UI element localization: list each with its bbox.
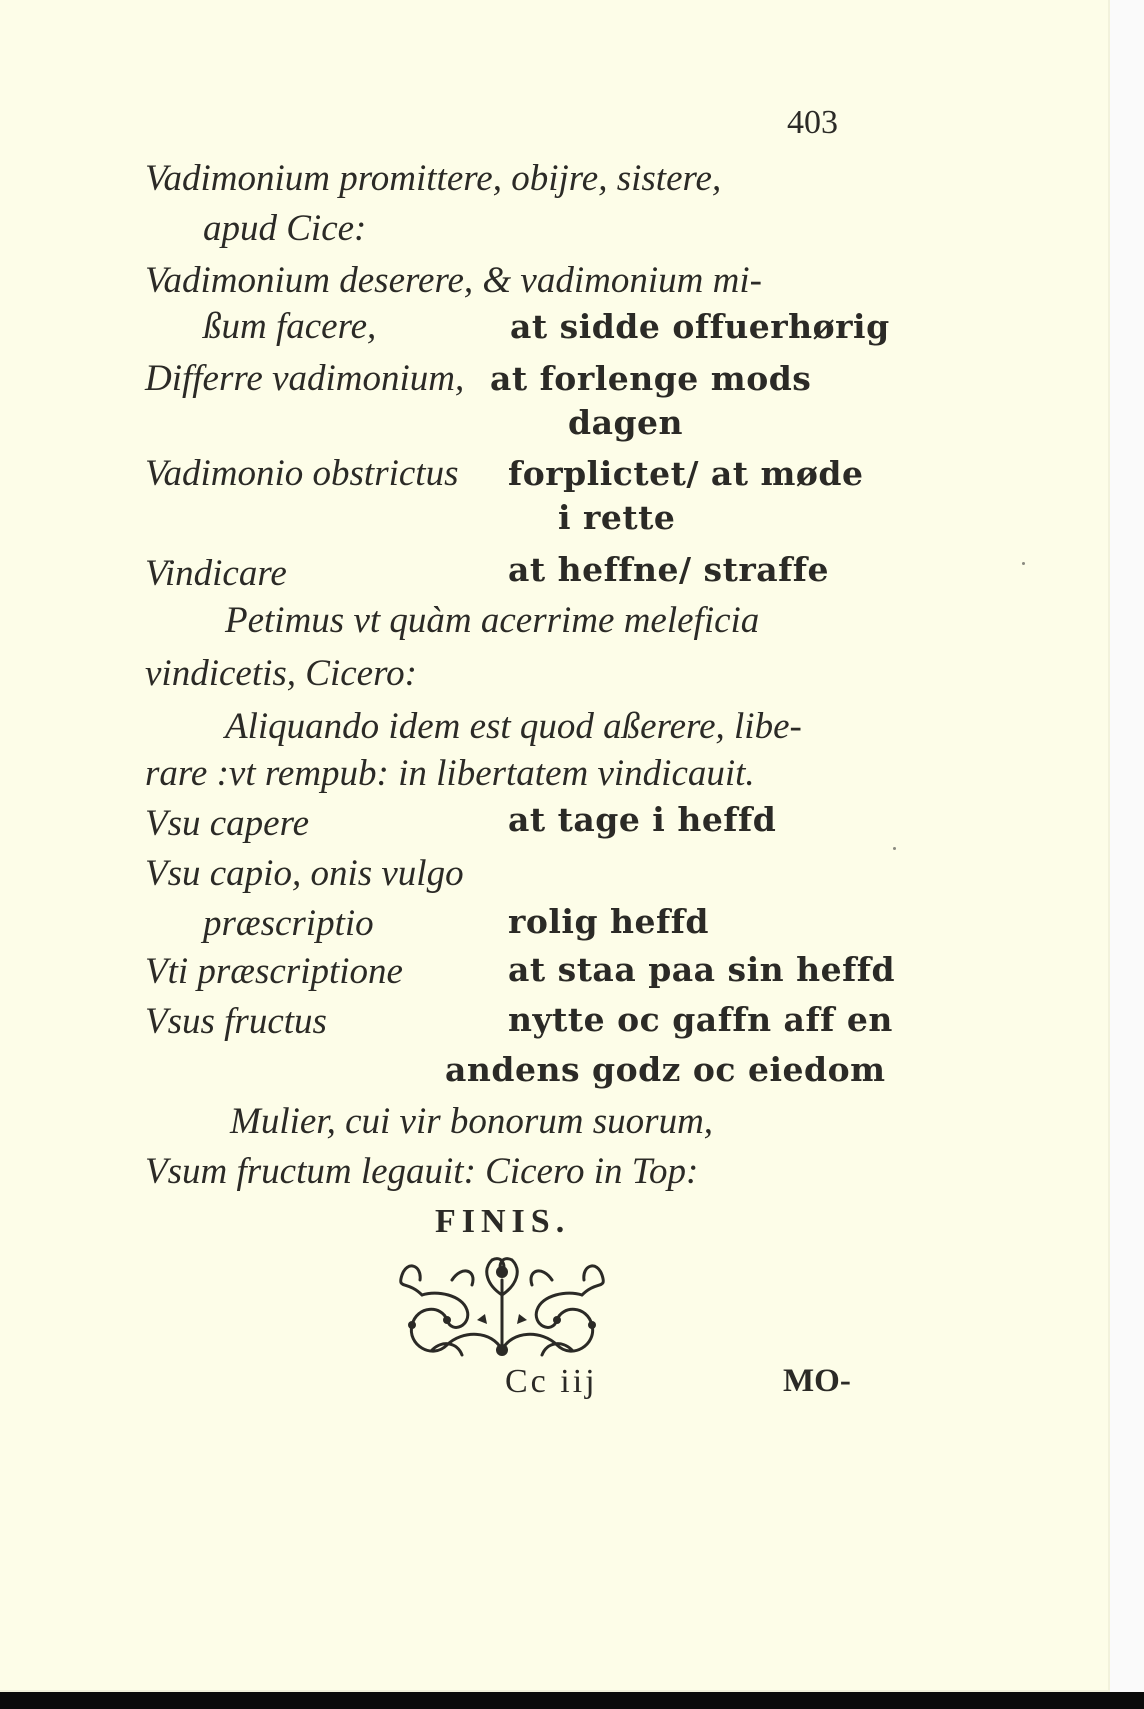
latin-term: Vsu capio, onis vulgo — [145, 853, 464, 894]
danish-gloss-continued: i rette — [558, 498, 676, 537]
signature-mark: Cc iij — [505, 1363, 598, 1400]
note-line: rare :vt rempub: in libertatem vindicauit. — [145, 753, 755, 794]
danish-gloss-continued: andens godz oc eiedom — [445, 1050, 886, 1089]
latin-term: Vsu capere — [145, 803, 310, 844]
latin-term: Vti præscriptione — [145, 951, 403, 992]
finis-heading: FINIS. — [435, 1203, 571, 1240]
latin-term: Vsus fructus — [145, 1001, 327, 1042]
danish-gloss: at staa paa sin heffd — [508, 950, 896, 989]
note-line: Aliquando idem est quod aßerere, libe- — [225, 706, 802, 747]
scan-margin — [1110, 0, 1144, 1692]
danish-gloss: at sidde offuerhørig — [510, 307, 890, 346]
entry-line-3: Vadimonium deserere, & vadimonium mi- — [145, 260, 762, 301]
citation-line: Mulier, cui vir bonorum suorum, — [230, 1101, 714, 1142]
latin-term: Differre vadimonium, — [145, 358, 465, 399]
entry-line-2: apud Cice: — [203, 208, 367, 249]
citation-line: Vsum fructum legauit: Cicero in Top: — [145, 1151, 699, 1192]
citation-line: vindicetis, Cicero: — [145, 653, 417, 694]
page-number: 403 — [787, 104, 838, 141]
paper-speck — [893, 847, 896, 850]
danish-gloss: rolig heffd — [508, 902, 709, 941]
danish-gloss: nytte oc gaffn aff en — [508, 1000, 893, 1039]
latin-term: Vadimonio obstrictus — [145, 453, 459, 494]
danish-gloss: forplictet/ at møde — [508, 454, 864, 493]
paper-speck — [1022, 562, 1025, 565]
danish-gloss: at heffne/ straffe — [508, 550, 830, 589]
citation-line: Petimus vt quàm acerrime meleficia — [225, 600, 760, 641]
entry-line-1: Vadimonium promittere, obijre, sistere, — [145, 158, 722, 199]
latin-term: ßum facere, — [203, 306, 377, 347]
danish-gloss-continued: dagen — [568, 403, 684, 442]
latin-term: præscriptio — [203, 903, 374, 944]
scan-edge — [0, 1692, 1144, 1709]
catchword: MO- — [783, 1363, 851, 1399]
danish-gloss: at forlenge mods — [490, 359, 812, 398]
fleuron-ornament — [392, 1250, 612, 1360]
danish-gloss: at tage i heffd — [508, 800, 777, 839]
latin-term: Vindicare — [145, 553, 287, 594]
